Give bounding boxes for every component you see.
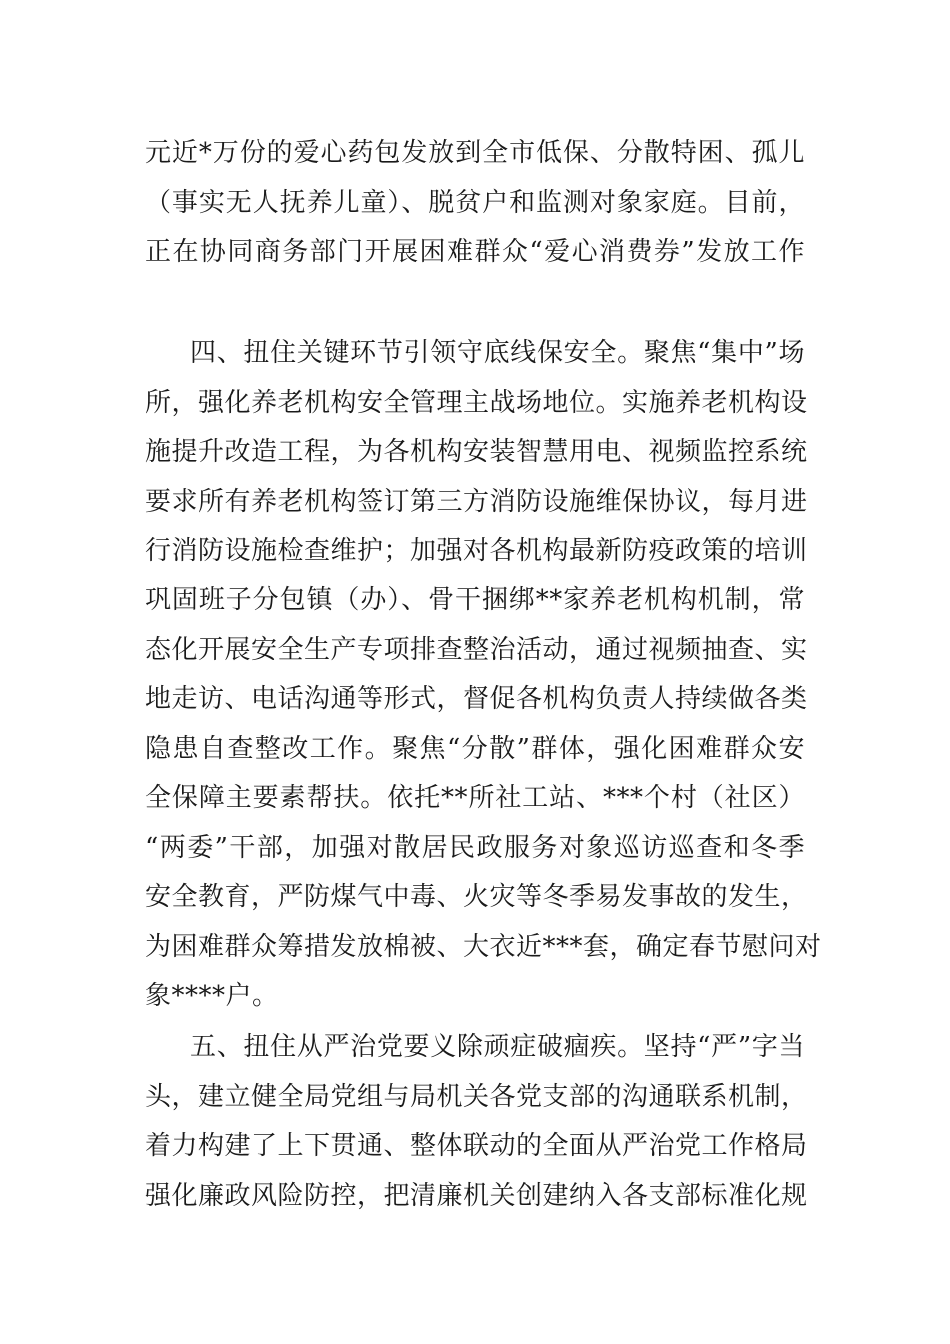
text-line: 为困难群众筹措发放棉被、大衣近***套，确定春节慰问对 (145, 932, 822, 962)
text-line: 巩固班子分包镇（办）、骨干捆绑**家养老机构机制，常 (145, 585, 805, 615)
text-line: 强化廉政风险防控，把清廉机关创建纳入各支部标准化规 (145, 1181, 808, 1211)
text-line: 元近*万份的爱心药包发放到全市低保、分散特困、孤儿 (145, 138, 805, 168)
text-line: 态化开展安全生产专项排查整治活动，通过视频抽查、实 (145, 635, 808, 665)
text-line: 要求所有养老机构签订第三方消防设施维保协议，每月进 (145, 487, 808, 517)
text-line: 所，强化养老机构安全管理主战场地位。实施养老机构设 (145, 388, 808, 418)
text-line: 正在协同商务部门开展困难群众“爱心消费券”发放工作 (145, 237, 805, 267)
text-line: 施提升改造工程，为各机构安装智慧用电、视频监控系统 (145, 437, 808, 467)
text-line: 隐患自查整改工作。聚焦“分散”群体，强化困难群众安 (145, 734, 805, 764)
paragraph-5-heading-line: 五、扭住从严治党要义除顽症破痼疾。坚持“严”字当 (190, 1032, 805, 1062)
text-line: 象****户。 (145, 981, 279, 1011)
text-line: 行消防设施检查维护；加强对各机构最新防疫政策的培训 (145, 536, 808, 566)
text-line: 头，建立健全局党组与局机关各党支部的沟通联系机制， (145, 1082, 808, 1112)
text-line: 地走访、电话沟通等形式，督促各机构负责人持续做各类 (145, 684, 808, 714)
text-line: 着力构建了上下贯通、整体联动的全面从严治党工作格局 (145, 1131, 808, 1161)
text-line: 全保障主要素帮扶。依托**所社工站、***个村（社区） (145, 783, 805, 813)
paragraph-4-heading-line: 四、扭住关键环节引领守底线保安全。聚焦“集中”场 (190, 338, 805, 368)
text-line: “两委”干部，加强对散居民政服务对象巡访巡查和冬季 (145, 833, 805, 863)
text-line: 安全教育，严防煤气中毒、火灾等冬季易发事故的发生， (145, 882, 808, 912)
text-line: （事实无人抚养儿童）、脱贫户和监测对象家庭。目前， (145, 188, 805, 218)
